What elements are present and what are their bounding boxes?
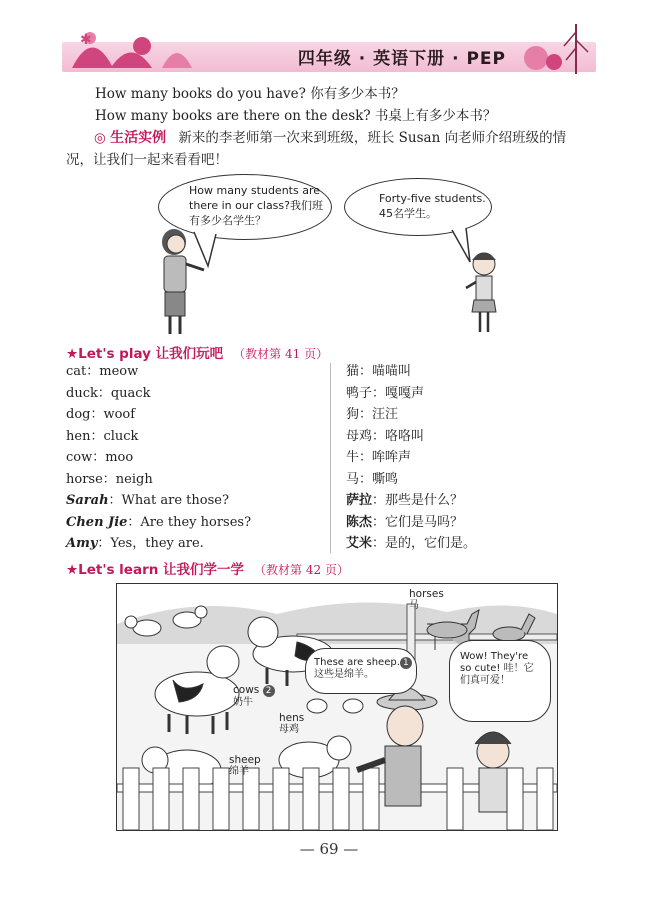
textbook-reference: （教材第 42 页） <box>254 563 349 577</box>
farm-scene-illustration <box>116 583 558 831</box>
section-title: ★Let's learn 让我们学一学 <box>66 562 245 578</box>
vocab-item: hen：cluck <box>66 428 139 444</box>
dialogue-line <box>66 512 251 534</box>
dialogue-text-zh: ：它们是马吗？ <box>372 514 464 530</box>
dialogue-text: ：Are they horses? <box>127 514 252 530</box>
vocab-item-zh: 鸭子：嘎嘎声 <box>346 385 425 401</box>
speaker-name: Sarah <box>66 493 109 508</box>
boy-speech-bubble: These are sheep. 1 这些是绵羊。 <box>305 648 417 694</box>
vocab-item: cat：meow <box>66 364 139 379</box>
girl-speech-bubble: Wow! They're so cute! 哇！它 们真可爱！ <box>449 640 551 722</box>
horses-label: horses 马 <box>409 588 444 611</box>
teacher-line-zh: 我们班 <box>290 199 323 212</box>
lets-play-heading <box>66 342 328 362</box>
vocab-list-zh <box>346 361 476 555</box>
column-divider <box>330 363 331 553</box>
teacher-line-en: How many students are <box>189 184 320 197</box>
cows-label: cows 2 奶牛 <box>233 684 275 709</box>
header-title: 四年级 · 英语下册 · PEP <box>297 49 506 69</box>
sheep-label: sheep 绵羊 <box>229 754 261 777</box>
speaker-name: Chen Jie <box>66 514 128 530</box>
vocab-item-zh: 牛：哞哞声 <box>346 450 412 465</box>
speaker-name-zh: 陈杰 <box>346 514 373 530</box>
textbook-reference: （教材第 41 页） <box>233 347 329 361</box>
teacher-line-en: there in our class? <box>189 199 290 212</box>
section-title: ★Let's play 让我们玩吧 <box>66 346 224 362</box>
speaker-name-zh: 艾米 <box>346 536 373 551</box>
girl-figure <box>475 732 511 812</box>
vocab-item: cow：moo <box>66 450 134 465</box>
dialogue-line <box>66 533 251 555</box>
svg-text:✱: ✱ <box>80 32 92 48</box>
dialogue-text: ：What are those? <box>108 493 229 508</box>
page-number: — 69 — <box>299 840 359 858</box>
dialogue-text: ：Yes，they are. <box>97 536 204 551</box>
number-badge: 1 <box>400 657 412 669</box>
speaker-name: Amy <box>66 536 98 551</box>
vocab-item-zh: 猫：喵喵叫 <box>346 364 412 379</box>
dialogue-text-zh: ：是的，它们是。 <box>372 536 477 551</box>
life-example-line-2: 况，让我们一起来看看吧！ <box>66 152 228 168</box>
page-header <box>62 18 596 80</box>
example-en: How many books are there on the desk? <box>95 108 371 124</box>
dialogue-line <box>66 490 251 512</box>
teacher-line-zh: 有多少名学生？ <box>189 214 266 227</box>
life-example-tag: 生活实例 <box>110 130 167 146</box>
dialogue-line-zh <box>346 533 476 555</box>
example-zh: 书桌上有多少本书？ <box>374 108 497 124</box>
student-figure <box>460 250 510 340</box>
vocab-item-zh: 母鸡：咯咯叫 <box>346 428 425 444</box>
vocab-item-zh: 马：嘶鸣 <box>346 471 399 487</box>
vocab-item: duck：quack <box>66 385 151 401</box>
vocab-item: horse：neigh <box>66 471 153 487</box>
life-example-text: 新来的李老师第一次来到班级，班长 Susan 向老师介绍班级的情 <box>178 130 567 146</box>
vocab-item-zh: 狗：汪汪 <box>346 407 399 422</box>
vocab-list-en <box>66 361 251 555</box>
bullet-icon: ◎ <box>94 130 106 146</box>
vocab-item: dog：woof <box>66 407 136 422</box>
floral-decoration-left <box>62 18 202 80</box>
example-sentence-1 <box>95 84 405 104</box>
example-en: How many books do you have? <box>95 86 306 102</box>
dialog-illustration <box>150 170 510 340</box>
dialogue-text-zh: ：那些是什么？ <box>372 493 464 508</box>
number-badge: 2 <box>263 685 275 697</box>
dialogue-line-zh <box>346 490 476 512</box>
example-sentence-2 <box>95 106 496 126</box>
example-zh: 你有多少本书？ <box>310 86 405 102</box>
speaker-name-zh: 萨拉 <box>346 493 373 508</box>
student-line-en: Forty-five students. <box>379 192 486 205</box>
lets-learn-heading <box>66 558 349 578</box>
floral-decoration-right <box>506 18 596 80</box>
teacher-figure <box>150 228 220 338</box>
hens-label: hens 母鸡 <box>279 712 305 735</box>
student-line-zh: 45名学生。 <box>379 207 437 220</box>
dialogue-line-zh <box>346 512 476 534</box>
life-example-line-1 <box>94 128 566 148</box>
